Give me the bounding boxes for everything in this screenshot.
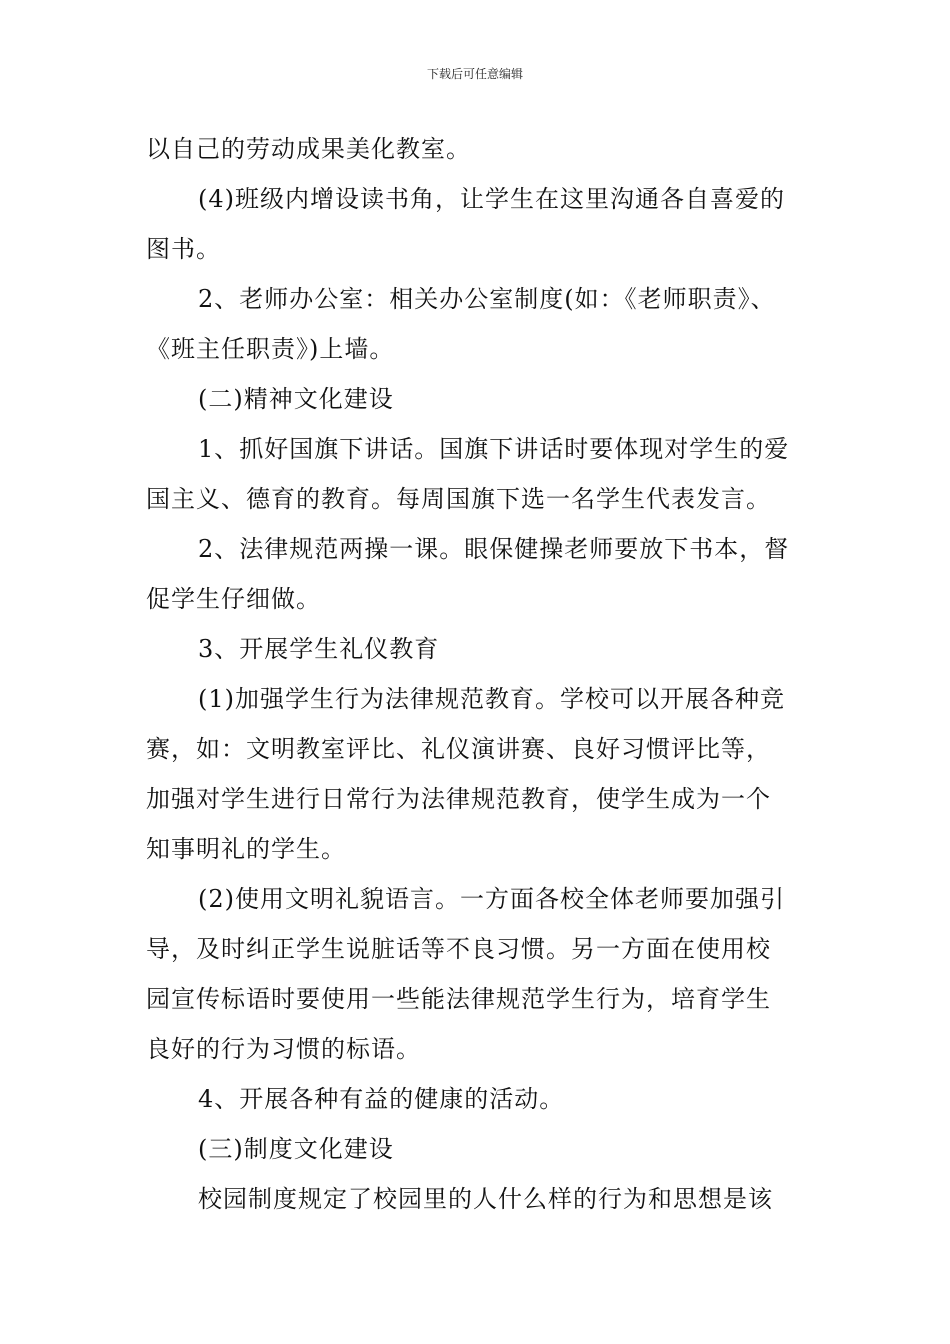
text-line: (2)使用文明礼貌语言。一方面各校全体老师要加强引 bbox=[198, 885, 785, 913]
text-line: 2、法律规范两操一课。眼保健操老师要放下书本，督 bbox=[198, 535, 790, 563]
text-line: 赛，如：文明教室评比、礼仪演讲赛、良好习惯评比等， bbox=[146, 735, 771, 763]
document-body bbox=[146, 124, 826, 1224]
text-line: 国主义、德育的教育。每周国旗下选一名学生代表发言。 bbox=[146, 485, 771, 513]
text-line: 促学生仔细做。 bbox=[146, 585, 321, 613]
text-line: (4)班级内增设读书角，让学生在这里沟通各自喜爱的 bbox=[198, 185, 785, 213]
page-header-note: 下载后可任意编辑 bbox=[426, 67, 523, 81]
text-line: 校园制度规定了校园里的人什么样的行为和思想是该 bbox=[198, 1185, 773, 1213]
text-line: (1)加强学生行为法律规范教育。学校可以开展各种竞 bbox=[198, 685, 785, 713]
text-line: 2、老师办公室：相关办公室制度(如：《老师职责》、 bbox=[198, 285, 776, 313]
text-line: 以自己的劳动成果美化教室。 bbox=[146, 135, 471, 163]
text-line: 加强对学生进行日常行为法律规范教育，使学生成为一个 bbox=[146, 785, 771, 813]
text-line: 知事明礼的学生。 bbox=[146, 835, 346, 863]
text-line: 良好的行为习惯的标语。 bbox=[146, 1035, 421, 1063]
text-line: 园宣传标语时要使用一些能法律规范学生行为，培育学生 bbox=[146, 985, 771, 1013]
text-line: 3、开展学生礼仪教育 bbox=[198, 635, 440, 663]
text-line: 导，及时纠正学生说脏话等不良习惯。另一方面在使用校 bbox=[146, 935, 771, 963]
section-heading: (三)制度文化建设 bbox=[198, 1135, 394, 1163]
section-heading: (二)精神文化建设 bbox=[198, 385, 394, 413]
text-line: 1、抓好国旗下讲话。国旗下讲话时要体现对学生的爱 bbox=[198, 435, 790, 463]
text-line: 《班主任职责》)上墙。 bbox=[146, 335, 395, 363]
text-line: 图书。 bbox=[146, 235, 221, 263]
text-line: 4、开展各种有益的健康的活动。 bbox=[198, 1085, 565, 1113]
